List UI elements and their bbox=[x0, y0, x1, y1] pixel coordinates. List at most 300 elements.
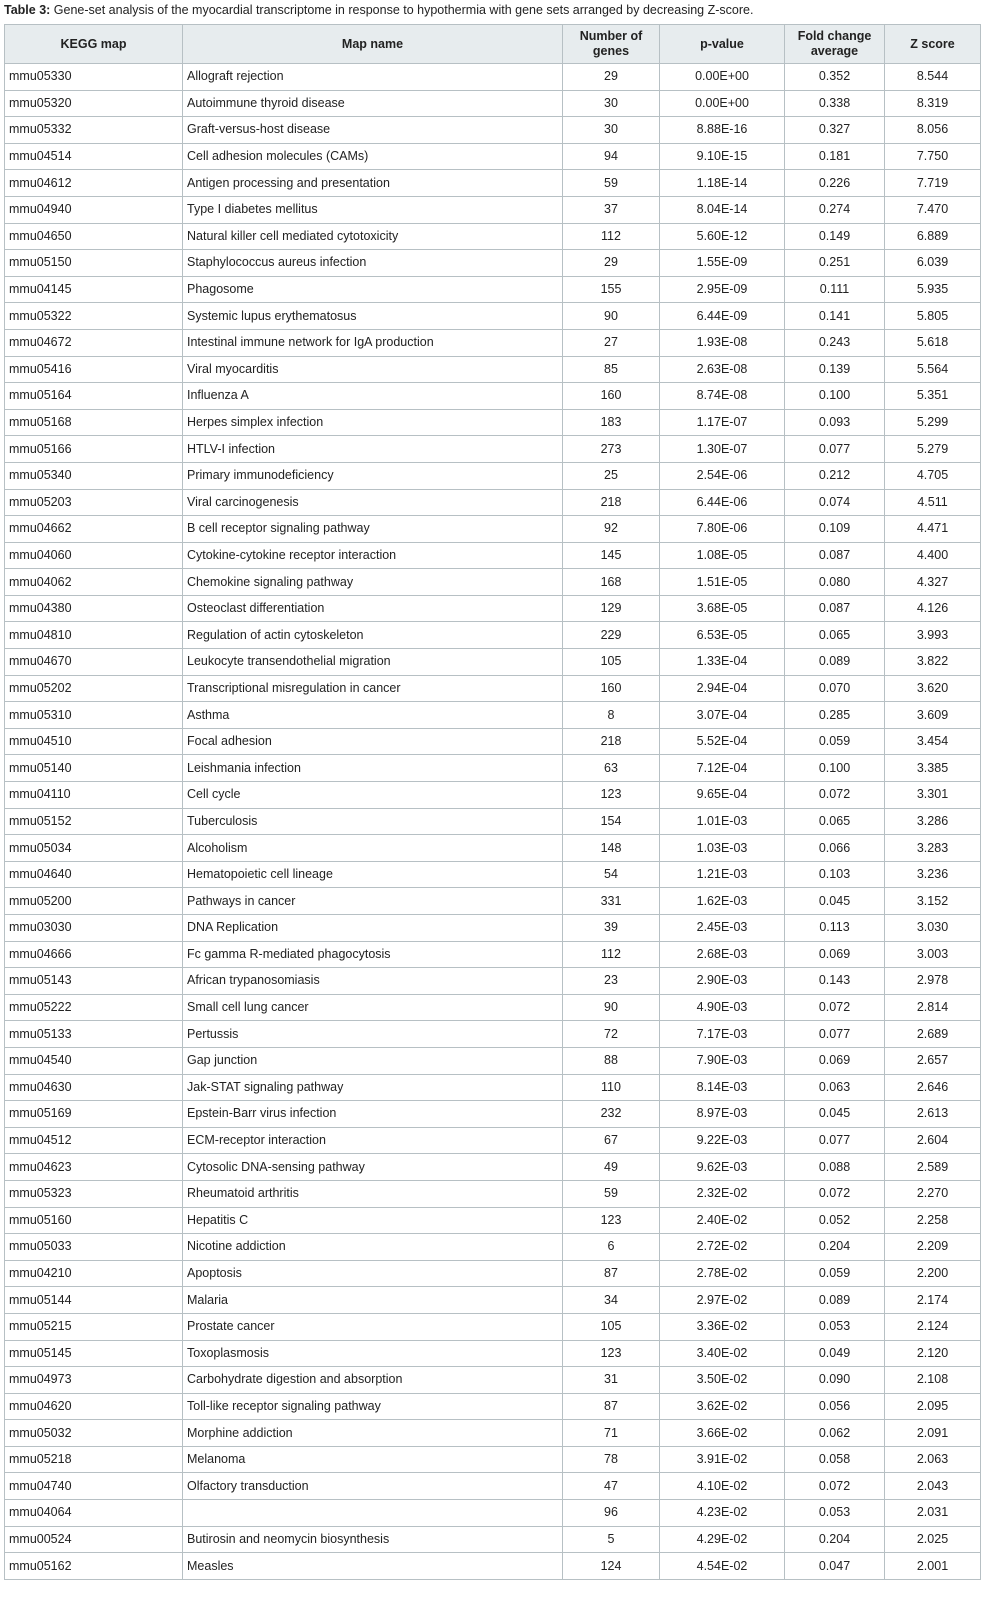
table-row bbox=[5, 1021, 981, 1048]
map-name-cell: Focal adhesion bbox=[183, 728, 563, 755]
genes-cell: 78 bbox=[563, 1446, 660, 1473]
genes-cell: 25 bbox=[563, 462, 660, 489]
z-score-cell: 3.030 bbox=[885, 915, 981, 942]
genes-cell: 129 bbox=[563, 595, 660, 622]
genes-cell: 67 bbox=[563, 1127, 660, 1154]
kegg-map-cell: mmu04650 bbox=[5, 223, 183, 250]
z-score-cell: 5.279 bbox=[885, 436, 981, 463]
z-score-cell: 2.589 bbox=[885, 1154, 981, 1181]
kegg-map-cell: mmu04973 bbox=[5, 1367, 183, 1394]
map-name-cell: Leishmania infection bbox=[183, 755, 563, 782]
header-fold-change: Fold change average bbox=[785, 25, 885, 64]
genes-cell: 85 bbox=[563, 356, 660, 383]
genes-cell: 37 bbox=[563, 196, 660, 223]
table-row bbox=[5, 1101, 981, 1128]
p-value-cell: 1.01E-03 bbox=[660, 808, 785, 835]
genes-cell: 59 bbox=[563, 1180, 660, 1207]
table-row bbox=[5, 1047, 981, 1074]
z-score-cell: 2.613 bbox=[885, 1101, 981, 1128]
fold-change-cell: 0.100 bbox=[785, 383, 885, 410]
map-name-cell: Prostate cancer bbox=[183, 1313, 563, 1340]
fold-change-cell: 0.243 bbox=[785, 329, 885, 356]
table-row bbox=[5, 356, 981, 383]
p-value-cell: 0.00E+00 bbox=[660, 64, 785, 91]
kegg-map-cell: mmu04064 bbox=[5, 1500, 183, 1527]
z-score-cell: 3.152 bbox=[885, 888, 981, 915]
genes-cell: 218 bbox=[563, 489, 660, 516]
z-score-cell: 5.935 bbox=[885, 276, 981, 303]
z-score-cell: 2.124 bbox=[885, 1313, 981, 1340]
p-value-cell: 4.10E-02 bbox=[660, 1473, 785, 1500]
table-row bbox=[5, 1313, 981, 1340]
table-row bbox=[5, 1154, 981, 1181]
z-score-cell: 2.978 bbox=[885, 968, 981, 995]
p-value-cell: 1.93E-08 bbox=[660, 329, 785, 356]
fold-change-cell: 0.063 bbox=[785, 1074, 885, 1101]
genes-cell: 8 bbox=[563, 702, 660, 729]
map-name-cell: Jak-STAT signaling pathway bbox=[183, 1074, 563, 1101]
p-value-cell: 8.74E-08 bbox=[660, 383, 785, 410]
map-name-cell: Cytokine-cytokine receptor interaction bbox=[183, 542, 563, 569]
z-score-cell: 2.063 bbox=[885, 1446, 981, 1473]
map-name-cell: Natural killer cell mediated cytotoxicity bbox=[183, 223, 563, 250]
z-score-cell: 3.993 bbox=[885, 622, 981, 649]
map-name-cell: Staphylococcus aureus infection bbox=[183, 250, 563, 277]
fold-change-cell: 0.226 bbox=[785, 170, 885, 197]
z-score-cell: 2.814 bbox=[885, 994, 981, 1021]
p-value-cell: 6.53E-05 bbox=[660, 622, 785, 649]
genes-cell: 148 bbox=[563, 835, 660, 862]
fold-change-cell: 0.103 bbox=[785, 861, 885, 888]
table-row bbox=[5, 1420, 981, 1447]
genes-cell: 105 bbox=[563, 649, 660, 676]
kegg-map-cell: mmu05203 bbox=[5, 489, 183, 516]
table-row bbox=[5, 1234, 981, 1261]
p-value-cell: 2.90E-03 bbox=[660, 968, 785, 995]
kegg-map-cell: mmu05034 bbox=[5, 835, 183, 862]
kegg-map-cell: mmu04672 bbox=[5, 329, 183, 356]
header-number-of-genes: Number of genes bbox=[563, 25, 660, 64]
map-name-cell: Autoimmune thyroid disease bbox=[183, 90, 563, 117]
p-value-cell: 5.60E-12 bbox=[660, 223, 785, 250]
table-row bbox=[5, 329, 981, 356]
table-row bbox=[5, 1393, 981, 1420]
p-value-cell: 1.51E-05 bbox=[660, 569, 785, 596]
fold-change-cell: 0.058 bbox=[785, 1446, 885, 1473]
map-name-cell: Antigen processing and presentation bbox=[183, 170, 563, 197]
table-row bbox=[5, 436, 981, 463]
map-name-cell: Transcriptional misregulation in cancer bbox=[183, 675, 563, 702]
kegg-map-cell: mmu04670 bbox=[5, 649, 183, 676]
z-score-cell: 2.258 bbox=[885, 1207, 981, 1234]
genes-cell: 94 bbox=[563, 143, 660, 170]
z-score-cell: 2.108 bbox=[885, 1367, 981, 1394]
fold-change-cell: 0.052 bbox=[785, 1207, 885, 1234]
fold-change-cell: 0.065 bbox=[785, 622, 885, 649]
table-caption bbox=[4, 2, 964, 19]
table-row bbox=[5, 1367, 981, 1394]
p-value-cell: 1.08E-05 bbox=[660, 542, 785, 569]
fold-change-cell: 0.352 bbox=[785, 64, 885, 91]
map-name-cell: Gap junction bbox=[183, 1047, 563, 1074]
fold-change-cell: 0.181 bbox=[785, 143, 885, 170]
kegg-map-cell: mmu04662 bbox=[5, 516, 183, 543]
kegg-map-cell: mmu04620 bbox=[5, 1393, 183, 1420]
p-value-cell: 2.68E-03 bbox=[660, 941, 785, 968]
table-row bbox=[5, 462, 981, 489]
fold-change-cell: 0.077 bbox=[785, 1021, 885, 1048]
map-name-cell: Melanoma bbox=[183, 1446, 563, 1473]
kegg-map-cell: mmu05169 bbox=[5, 1101, 183, 1128]
kegg-map-cell: mmu05133 bbox=[5, 1021, 183, 1048]
p-value-cell: 5.52E-04 bbox=[660, 728, 785, 755]
z-score-cell: 7.470 bbox=[885, 196, 981, 223]
genes-cell: 168 bbox=[563, 569, 660, 596]
kegg-map-cell: mmu05320 bbox=[5, 90, 183, 117]
table-row bbox=[5, 1446, 981, 1473]
map-name-cell: Allograft rejection bbox=[183, 64, 563, 91]
header-z-score: Z score bbox=[885, 25, 981, 64]
fold-change-cell: 0.077 bbox=[785, 1127, 885, 1154]
map-name-cell: Hepatitis C bbox=[183, 1207, 563, 1234]
kegg-map-cell: mmu03030 bbox=[5, 915, 183, 942]
p-value-cell: 2.40E-02 bbox=[660, 1207, 785, 1234]
map-name-cell: African trypanosomiasis bbox=[183, 968, 563, 995]
fold-change-cell: 0.113 bbox=[785, 915, 885, 942]
z-score-cell: 5.618 bbox=[885, 329, 981, 356]
table-row bbox=[5, 90, 981, 117]
z-score-cell: 2.031 bbox=[885, 1500, 981, 1527]
table-row bbox=[5, 516, 981, 543]
table-body bbox=[5, 64, 981, 1580]
fold-change-cell: 0.074 bbox=[785, 489, 885, 516]
z-score-cell: 3.286 bbox=[885, 808, 981, 835]
map-name-cell: Cell adhesion molecules (CAMs) bbox=[183, 143, 563, 170]
fold-change-cell: 0.089 bbox=[785, 649, 885, 676]
fold-change-cell: 0.274 bbox=[785, 196, 885, 223]
map-name-cell: Osteoclast differentiation bbox=[183, 595, 563, 622]
genes-cell: 331 bbox=[563, 888, 660, 915]
genes-cell: 23 bbox=[563, 968, 660, 995]
p-value-cell: 2.78E-02 bbox=[660, 1260, 785, 1287]
map-name-cell: Morphine addiction bbox=[183, 1420, 563, 1447]
p-value-cell: 7.80E-06 bbox=[660, 516, 785, 543]
fold-change-cell: 0.111 bbox=[785, 276, 885, 303]
kegg-map-cell: mmu05144 bbox=[5, 1287, 183, 1314]
z-score-cell: 3.454 bbox=[885, 728, 981, 755]
map-name-cell: DNA Replication bbox=[183, 915, 563, 942]
genes-cell: 154 bbox=[563, 808, 660, 835]
map-name-cell: Tuberculosis bbox=[183, 808, 563, 835]
fold-change-cell: 0.059 bbox=[785, 1260, 885, 1287]
kegg-map-cell: mmu04740 bbox=[5, 1473, 183, 1500]
kegg-map-cell: mmu05202 bbox=[5, 675, 183, 702]
map-name-cell: Graft-versus-host disease bbox=[183, 117, 563, 144]
genes-cell: 112 bbox=[563, 941, 660, 968]
genes-cell: 71 bbox=[563, 1420, 660, 1447]
genes-cell: 273 bbox=[563, 436, 660, 463]
p-value-cell: 1.03E-03 bbox=[660, 835, 785, 862]
table-row bbox=[5, 1127, 981, 1154]
z-score-cell: 3.609 bbox=[885, 702, 981, 729]
table-row bbox=[5, 915, 981, 942]
kegg-map-cell: mmu04512 bbox=[5, 1127, 183, 1154]
kegg-map-cell: mmu05323 bbox=[5, 1180, 183, 1207]
table-row bbox=[5, 1207, 981, 1234]
fold-change-cell: 0.338 bbox=[785, 90, 885, 117]
p-value-cell: 2.97E-02 bbox=[660, 1287, 785, 1314]
z-score-cell: 8.056 bbox=[885, 117, 981, 144]
fold-change-cell: 0.077 bbox=[785, 436, 885, 463]
genes-cell: 232 bbox=[563, 1101, 660, 1128]
fold-change-cell: 0.062 bbox=[785, 1420, 885, 1447]
z-score-cell: 8.544 bbox=[885, 64, 981, 91]
fold-change-cell: 0.087 bbox=[785, 595, 885, 622]
table-row bbox=[5, 835, 981, 862]
map-name-cell: Herpes simplex infection bbox=[183, 409, 563, 436]
genes-cell: 229 bbox=[563, 622, 660, 649]
z-score-cell: 4.126 bbox=[885, 595, 981, 622]
fold-change-cell: 0.285 bbox=[785, 702, 885, 729]
kegg-map-cell: mmu05218 bbox=[5, 1446, 183, 1473]
kegg-map-cell: mmu05152 bbox=[5, 808, 183, 835]
map-name-cell: Alcoholism bbox=[183, 835, 563, 862]
map-name-cell: Nicotine addiction bbox=[183, 1234, 563, 1261]
z-score-cell: 2.270 bbox=[885, 1180, 981, 1207]
map-name-cell: Chemokine signaling pathway bbox=[183, 569, 563, 596]
table-row bbox=[5, 595, 981, 622]
map-name-cell: Leukocyte transendothelial migration bbox=[183, 649, 563, 676]
p-value-cell: 4.23E-02 bbox=[660, 1500, 785, 1527]
table-row bbox=[5, 143, 981, 170]
p-value-cell: 0.00E+00 bbox=[660, 90, 785, 117]
z-score-cell: 2.095 bbox=[885, 1393, 981, 1420]
kegg-map-cell: mmu04510 bbox=[5, 728, 183, 755]
map-name-cell: Cytosolic DNA-sensing pathway bbox=[183, 1154, 563, 1181]
p-value-cell: 3.91E-02 bbox=[660, 1446, 785, 1473]
kegg-map-cell: mmu04540 bbox=[5, 1047, 183, 1074]
p-value-cell: 7.17E-03 bbox=[660, 1021, 785, 1048]
table-row bbox=[5, 1260, 981, 1287]
map-name-cell: Toxoplasmosis bbox=[183, 1340, 563, 1367]
z-score-cell: 3.236 bbox=[885, 861, 981, 888]
p-value-cell: 3.50E-02 bbox=[660, 1367, 785, 1394]
kegg-map-cell: mmu05222 bbox=[5, 994, 183, 1021]
kegg-map-cell: mmu05162 bbox=[5, 1553, 183, 1580]
fold-change-cell: 0.080 bbox=[785, 569, 885, 596]
p-value-cell: 4.29E-02 bbox=[660, 1526, 785, 1553]
z-score-cell: 3.283 bbox=[885, 835, 981, 862]
fold-change-cell: 0.327 bbox=[785, 117, 885, 144]
z-score-cell: 2.604 bbox=[885, 1127, 981, 1154]
z-score-cell: 6.039 bbox=[885, 250, 981, 277]
map-name-cell: Pathways in cancer bbox=[183, 888, 563, 915]
fold-change-cell: 0.069 bbox=[785, 941, 885, 968]
genes-cell: 29 bbox=[563, 64, 660, 91]
genes-cell: 123 bbox=[563, 1340, 660, 1367]
genes-cell: 112 bbox=[563, 223, 660, 250]
kegg-map-cell: mmu05330 bbox=[5, 64, 183, 91]
table-row bbox=[5, 383, 981, 410]
kegg-map-cell: mmu04623 bbox=[5, 1154, 183, 1181]
table-row bbox=[5, 941, 981, 968]
z-score-cell: 7.750 bbox=[885, 143, 981, 170]
table-row bbox=[5, 250, 981, 277]
kegg-map-cell: mmu05166 bbox=[5, 436, 183, 463]
kegg-map-cell: mmu00524 bbox=[5, 1526, 183, 1553]
genes-cell: 54 bbox=[563, 861, 660, 888]
genes-cell: 123 bbox=[563, 1207, 660, 1234]
p-value-cell: 2.94E-04 bbox=[660, 675, 785, 702]
map-name-cell: Intestinal immune network for IgA production bbox=[183, 329, 563, 356]
table-header bbox=[5, 25, 981, 64]
fold-change-cell: 0.053 bbox=[785, 1500, 885, 1527]
map-name-cell: Pertussis bbox=[183, 1021, 563, 1048]
map-name-cell: Small cell lung cancer bbox=[183, 994, 563, 1021]
genes-cell: 145 bbox=[563, 542, 660, 569]
z-score-cell: 4.471 bbox=[885, 516, 981, 543]
map-name-cell: Viral myocarditis bbox=[183, 356, 563, 383]
kegg-map-cell: mmu05150 bbox=[5, 250, 183, 277]
z-score-cell: 3.385 bbox=[885, 755, 981, 782]
fold-change-cell: 0.090 bbox=[785, 1367, 885, 1394]
fold-change-cell: 0.109 bbox=[785, 516, 885, 543]
p-value-cell: 4.54E-02 bbox=[660, 1553, 785, 1580]
z-score-cell: 5.564 bbox=[885, 356, 981, 383]
kegg-map-cell: mmu05168 bbox=[5, 409, 183, 436]
table-row bbox=[5, 782, 981, 809]
fold-change-cell: 0.100 bbox=[785, 755, 885, 782]
kegg-map-cell: mmu05310 bbox=[5, 702, 183, 729]
table-row bbox=[5, 888, 981, 915]
genes-cell: 59 bbox=[563, 170, 660, 197]
kegg-map-cell: mmu05340 bbox=[5, 462, 183, 489]
p-value-cell: 9.22E-03 bbox=[660, 1127, 785, 1154]
kegg-map-cell: mmu05033 bbox=[5, 1234, 183, 1261]
p-value-cell: 3.40E-02 bbox=[660, 1340, 785, 1367]
z-score-cell: 2.025 bbox=[885, 1526, 981, 1553]
genes-cell: 27 bbox=[563, 329, 660, 356]
genes-cell: 96 bbox=[563, 1500, 660, 1527]
kegg-map-cell: mmu04210 bbox=[5, 1260, 183, 1287]
gene-set-table bbox=[4, 24, 981, 1580]
genes-cell: 5 bbox=[563, 1526, 660, 1553]
p-value-cell: 9.62E-03 bbox=[660, 1154, 785, 1181]
genes-cell: 218 bbox=[563, 728, 660, 755]
table-row bbox=[5, 728, 981, 755]
z-score-cell: 5.351 bbox=[885, 383, 981, 410]
map-name-cell: B cell receptor signaling pathway bbox=[183, 516, 563, 543]
z-score-cell: 4.400 bbox=[885, 542, 981, 569]
genes-cell: 124 bbox=[563, 1553, 660, 1580]
fold-change-cell: 0.072 bbox=[785, 1473, 885, 1500]
p-value-cell: 1.18E-14 bbox=[660, 170, 785, 197]
fold-change-cell: 0.065 bbox=[785, 808, 885, 835]
fold-change-cell: 0.204 bbox=[785, 1234, 885, 1261]
kegg-map-cell: mmu04640 bbox=[5, 861, 183, 888]
fold-change-cell: 0.089 bbox=[785, 1287, 885, 1314]
z-score-cell: 4.705 bbox=[885, 462, 981, 489]
map-name-cell: Regulation of actin cytoskeleton bbox=[183, 622, 563, 649]
header-map-name: Map name bbox=[183, 25, 563, 64]
z-score-cell: 4.511 bbox=[885, 489, 981, 516]
p-value-cell: 2.54E-06 bbox=[660, 462, 785, 489]
z-score-cell: 2.657 bbox=[885, 1047, 981, 1074]
kegg-map-cell: mmu04062 bbox=[5, 569, 183, 596]
kegg-map-cell: mmu04940 bbox=[5, 196, 183, 223]
z-score-cell: 3.620 bbox=[885, 675, 981, 702]
z-score-cell: 2.120 bbox=[885, 1340, 981, 1367]
z-score-cell: 2.689 bbox=[885, 1021, 981, 1048]
map-name-cell: Primary immunodeficiency bbox=[183, 462, 563, 489]
genes-cell: 160 bbox=[563, 383, 660, 410]
kegg-map-cell: mmu05164 bbox=[5, 383, 183, 410]
genes-cell: 63 bbox=[563, 755, 660, 782]
p-value-cell: 4.90E-03 bbox=[660, 994, 785, 1021]
map-name-cell: Asthma bbox=[183, 702, 563, 729]
genes-cell: 90 bbox=[563, 994, 660, 1021]
table-row bbox=[5, 196, 981, 223]
genes-cell: 29 bbox=[563, 250, 660, 277]
table-row bbox=[5, 702, 981, 729]
genes-cell: 39 bbox=[563, 915, 660, 942]
p-value-cell: 2.45E-03 bbox=[660, 915, 785, 942]
table-row bbox=[5, 808, 981, 835]
caption-text: Gene-set analysis of the myocardial transcriptome in response to hypothermia with gene sets arranged by decreasing Z-score. bbox=[50, 3, 754, 17]
map-name-cell: Olfactory transduction bbox=[183, 1473, 563, 1500]
table-row bbox=[5, 1526, 981, 1553]
z-score-cell: 8.319 bbox=[885, 90, 981, 117]
z-score-cell: 3.822 bbox=[885, 649, 981, 676]
fold-change-cell: 0.053 bbox=[785, 1313, 885, 1340]
table-row bbox=[5, 117, 981, 144]
map-name-cell: Carbohydrate digestion and absorption bbox=[183, 1367, 563, 1394]
fold-change-cell: 0.087 bbox=[785, 542, 885, 569]
header-p-value: p-value bbox=[660, 25, 785, 64]
map-name-cell: Rheumatoid arthritis bbox=[183, 1180, 563, 1207]
z-score-cell: 4.327 bbox=[885, 569, 981, 596]
p-value-cell: 8.04E-14 bbox=[660, 196, 785, 223]
z-score-cell: 2.174 bbox=[885, 1287, 981, 1314]
map-name-cell: Epstein-Barr virus infection bbox=[183, 1101, 563, 1128]
z-score-cell: 2.209 bbox=[885, 1234, 981, 1261]
fold-change-cell: 0.070 bbox=[785, 675, 885, 702]
fold-change-cell: 0.059 bbox=[785, 728, 885, 755]
p-value-cell: 3.66E-02 bbox=[660, 1420, 785, 1447]
kegg-map-cell: mmu05160 bbox=[5, 1207, 183, 1234]
genes-cell: 88 bbox=[563, 1047, 660, 1074]
table-row bbox=[5, 569, 981, 596]
genes-cell: 105 bbox=[563, 1313, 660, 1340]
table-row bbox=[5, 1473, 981, 1500]
map-name-cell: Fc gamma R-mediated phagocytosis bbox=[183, 941, 563, 968]
genes-cell: 92 bbox=[563, 516, 660, 543]
map-name-cell: Viral carcinogenesis bbox=[183, 489, 563, 516]
genes-cell: 160 bbox=[563, 675, 660, 702]
table-row bbox=[5, 170, 981, 197]
p-value-cell: 2.32E-02 bbox=[660, 1180, 785, 1207]
genes-cell: 30 bbox=[563, 117, 660, 144]
p-value-cell: 1.21E-03 bbox=[660, 861, 785, 888]
kegg-map-cell: mmu05200 bbox=[5, 888, 183, 915]
p-value-cell: 6.44E-09 bbox=[660, 303, 785, 330]
kegg-map-cell: mmu04666 bbox=[5, 941, 183, 968]
header-kegg-map: KEGG map bbox=[5, 25, 183, 64]
p-value-cell: 1.30E-07 bbox=[660, 436, 785, 463]
p-value-cell: 3.36E-02 bbox=[660, 1313, 785, 1340]
genes-cell: 110 bbox=[563, 1074, 660, 1101]
table-row bbox=[5, 276, 981, 303]
